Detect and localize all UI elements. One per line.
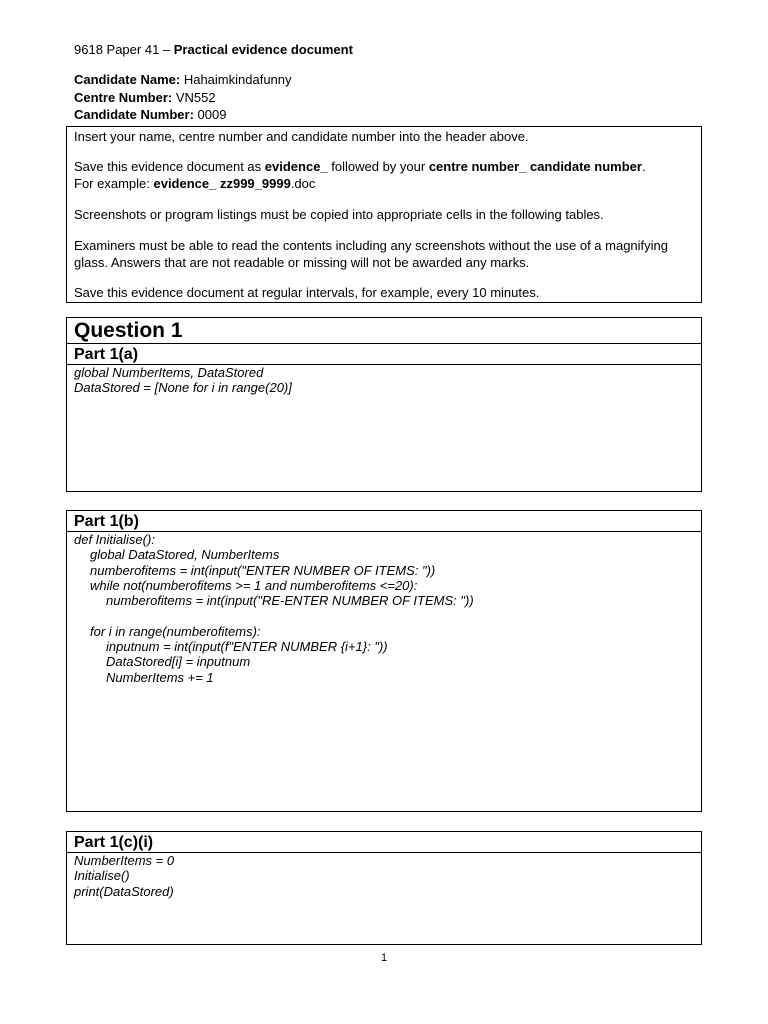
- part-1c-code[interactable]: [67, 853, 701, 899]
- code-line: DataStored[i] = inputnum: [106, 654, 251, 670]
- instruction-examiners: Examiners must be able to read the contents including any screenshots without the use of a magnifying glass. Answers that are not readable or missing will not be awarded any marks.: [74, 238, 669, 270]
- instruction-example-label: For example:: [74, 176, 154, 191]
- code-line: Initialise(): [74, 868, 130, 884]
- question-1-part-a-box: [66, 317, 702, 492]
- part-1b-code[interactable]: [67, 532, 701, 685]
- candidate-name-label: Candidate Name:: [74, 72, 181, 87]
- code-line: global NumberItems, DataStored: [74, 365, 264, 380]
- candidate-name-row: [74, 72, 292, 87]
- instruction-period: .: [641, 159, 646, 174]
- instruction-example-filename: evidence_ zz999_9999: [153, 176, 291, 191]
- document-header: [74, 42, 353, 57]
- part-1b-title: Part 1(b): [67, 511, 701, 532]
- code-line: NumberItems += 1: [106, 669, 214, 685]
- candidate-number-row: [74, 107, 226, 122]
- candidate-number-value: 0009: [197, 107, 227, 122]
- instruction-screenshots: Screenshots or program listings must be copied into appropriate cells in the following tables.: [74, 207, 604, 222]
- code-line: DataStored = [None for i in range(20)]: [74, 380, 292, 396]
- instructions-box: [66, 126, 702, 303]
- code-line: global DataStored, NumberItems: [90, 547, 280, 563]
- code-line: NumberItems = 0: [74, 853, 175, 868]
- part-1c-title: Part 1(c)(i): [67, 832, 701, 853]
- code-line: numberofitems = int(input("ENTER NUMBER OF ITEMS: ")): [90, 562, 436, 578]
- code-blank-line: [74, 608, 701, 623]
- code-line: def Initialise():: [74, 532, 155, 547]
- instruction-save-regularly: Save this evidence document at regular intervals, for example, every 10 minutes.: [74, 285, 540, 300]
- instruction-evidence-bold: evidence_: [264, 159, 328, 174]
- part-1b-box: [66, 510, 702, 812]
- part-1a-title: Part 1(a): [67, 344, 701, 365]
- candidate-name-value: Hahaimkindafunny: [183, 72, 292, 87]
- instruction-example: [74, 175, 694, 192]
- code-line: for i in range(numberofitems):: [90, 623, 261, 639]
- part-1c-box: [66, 831, 702, 945]
- code-line: inputnum = int(input(f"ENTER NUMBER {i+1}: ")): [106, 639, 388, 655]
- instruction-insert-name: Insert your name, centre number and candidate number into the header above.: [74, 129, 529, 144]
- code-line: numberofitems = int(input("RE-ENTER NUMBER OF ITEMS: ")): [106, 593, 474, 609]
- code-line: while not(numberofitems >= 1 and numberofitems <=20):: [90, 577, 418, 593]
- instruction-centre-bold: centre number_ candidate number: [428, 159, 642, 174]
- instruction-save-as: [74, 158, 694, 175]
- part-1a-code[interactable]: [67, 365, 701, 396]
- centre-number-label: Centre Number:: [74, 90, 173, 105]
- code-line: print(DataStored): [74, 883, 174, 899]
- instruction-save-as-text: Save this evidence document as: [74, 159, 265, 174]
- instruction-example-ext: .doc: [290, 176, 316, 191]
- document-title: Practical evidence document: [173, 42, 353, 57]
- page-number: 1: [380, 952, 388, 964]
- question-title: Question 1: [67, 318, 701, 344]
- centre-number-row: [74, 90, 216, 105]
- centre-number-value: VN552: [175, 90, 216, 105]
- candidate-number-label: Candidate Number:: [74, 107, 194, 122]
- paper-code: 9618 Paper 41 –: [74, 42, 174, 57]
- instruction-followed-text: followed by your: [327, 159, 429, 174]
